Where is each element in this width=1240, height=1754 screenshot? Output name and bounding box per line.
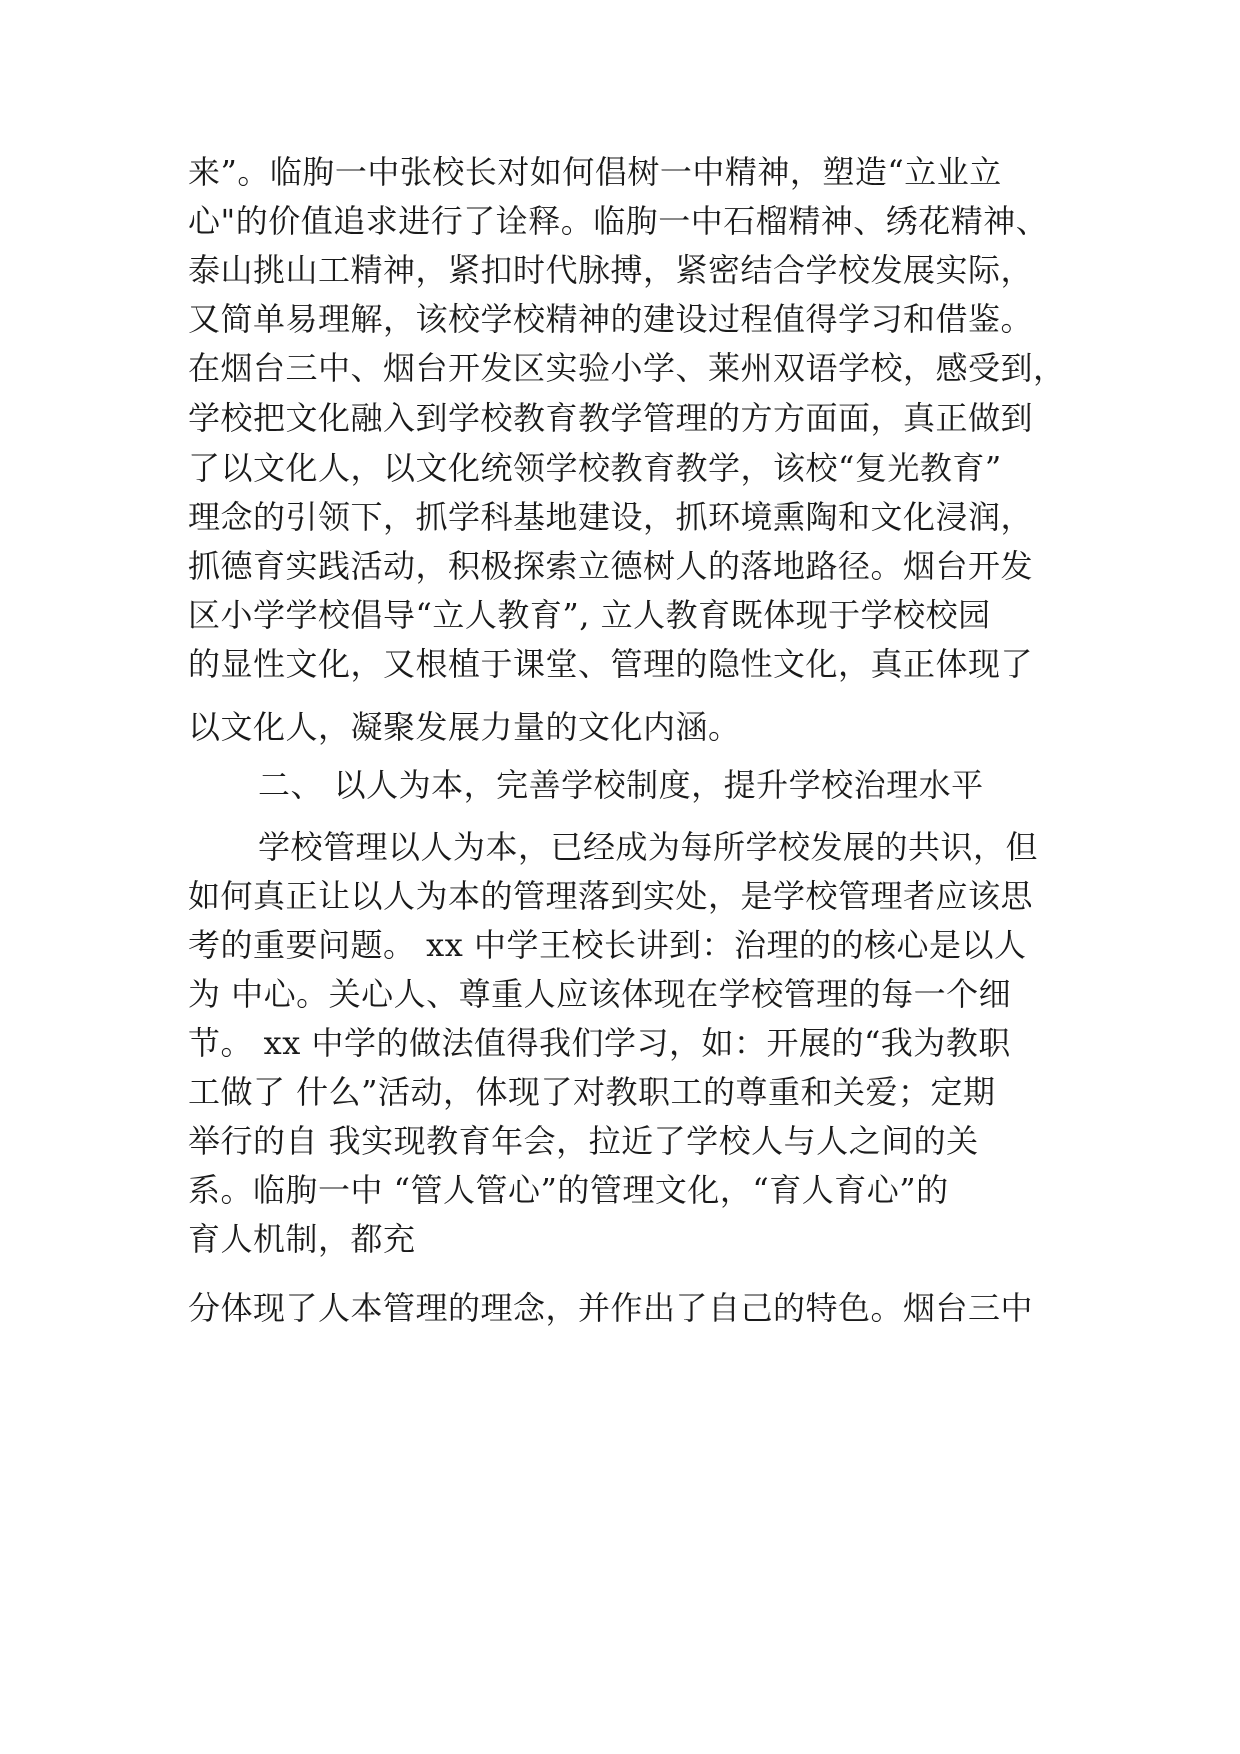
text-line-6: 学校把文化融入到学校教育教学管理的方方面面，真正做到 [188,399,1034,437]
text-line-4: 又简单易理解，该校学校精神的建设过程值得学习和借鉴。 [188,300,1034,338]
text-line-20: 举行的自 我实现教育年会，拉近了学校人与人之间的关 [188,1122,979,1160]
text-line-11: 的显性文化，又根植于课堂、管理的隐性文化，真正体现了 [188,645,1034,683]
text-line-3: 泰山挑山工精神，紧扣时代脉搏，紧密结合学校发展实际， [188,251,1034,289]
text-line-8: 理念的引领下，抓学科基地建设，抓环境熏陶和文化浸润， [188,498,1034,536]
text-line-21: 系。临朐一中 “管人管心”的管理文化，“育人育心”的 [188,1171,949,1209]
text-line-10: 区小学学校倡导“立人教育”, 立人教育既体现于学校校园 [188,596,991,634]
text-line-17: 为 中心。关心人、尊重人应该体现在学校管理的每一个细 [188,975,1012,1013]
section-heading: 二、 以人为本，完善学校制度，提升学校治理水平 [258,766,984,804]
text-line-19: 工做了 什么”活动，体现了对教职工的尊重和关爱；定期 [188,1073,996,1111]
text-line-22: 育人机制，都充 [188,1220,416,1258]
text-line-1: 来”。临朐一中张校长对如何倡树一中精神，塑造“立业立 [188,153,1002,191]
text-line-9: 抓德育实践活动，积极探索立德树人的落地路径。烟台开发 [188,547,1034,585]
text-line-5: 在烟台三中、烟台开发区实验小学、莱州双语学校，感受到， [188,349,1066,387]
text-line-16: 考的重要问题。 xx 中学王校长讲到：治理的的核心是以人 [188,926,1027,964]
text-line-15: 如何真正让以人为本的管理落到实处，是学校管理者应该思 [188,877,1034,915]
text-line-14: 学校管理以人为本，已经成为每所学校发展的共识，但 [258,828,1039,866]
text-line-7: 了以文化人，以文化统领学校教育教学，该校“复光教育” [188,449,1002,487]
text-line-12: 以文化人，凝聚发展力量的文化内涵。 [188,708,741,746]
text-line-2: 心"的价值追求进行了诠释。临朐一中石榴精神、绣花精神、 [188,202,1049,240]
text-line-18: 节。 xx 中学的做法值得我们学习，如：开展的“我为教职 [188,1024,1011,1062]
text-line-23: 分体现了人本管理的理念，并作出了自己的特色。烟台三中 [188,1289,1034,1327]
